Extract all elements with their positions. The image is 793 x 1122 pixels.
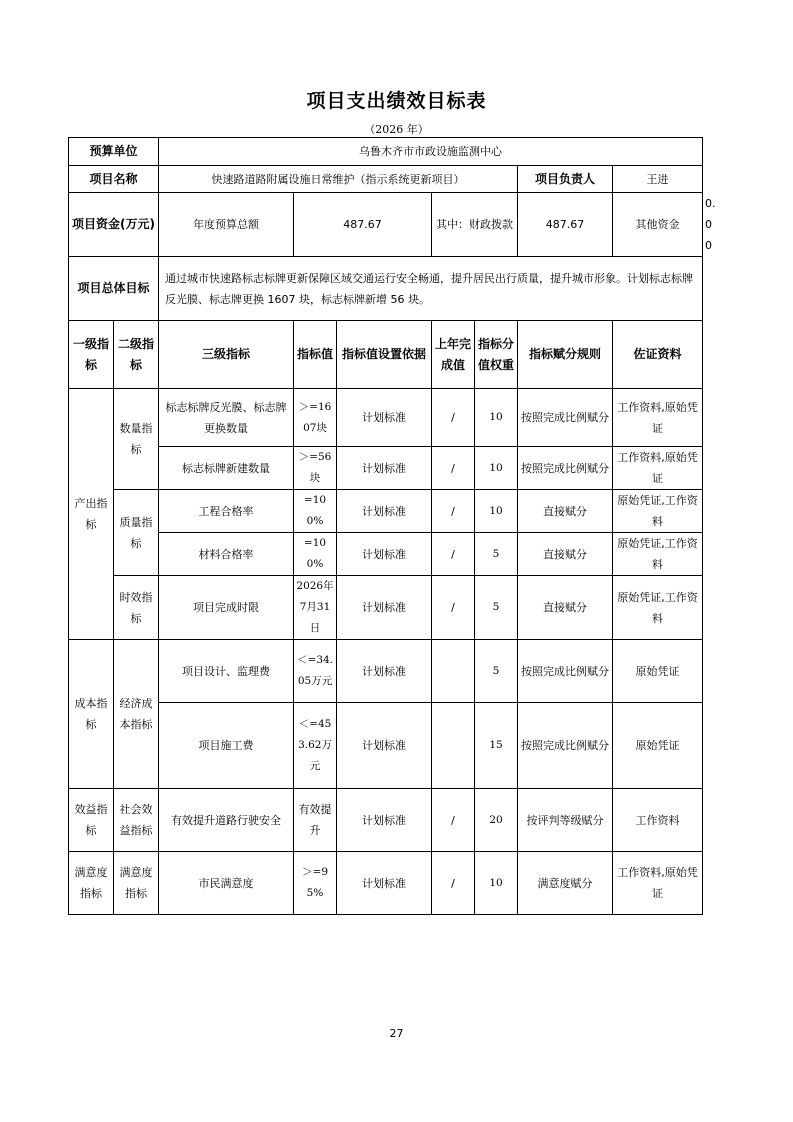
col-prev: 上年完成值 bbox=[432, 321, 475, 389]
row-name: 材料合格率 bbox=[159, 533, 294, 576]
row-weight: 10 bbox=[475, 852, 518, 915]
row-prev: / bbox=[432, 490, 475, 533]
table-row bbox=[69, 852, 703, 915]
row-basis: 计划标准 bbox=[337, 490, 432, 533]
group-cost: 成本指标 bbox=[69, 640, 114, 789]
row-prev: / bbox=[432, 576, 475, 640]
annual-value: 487.67 bbox=[294, 193, 432, 257]
col-weight: 指标分值权重 bbox=[475, 321, 518, 389]
row-prev: / bbox=[432, 852, 475, 915]
other-label: 其他资金 bbox=[613, 193, 703, 257]
goal-label: 项目总体目标 bbox=[69, 257, 159, 321]
table-row bbox=[69, 490, 703, 533]
table-row bbox=[69, 703, 703, 789]
row-evidence: 工作资料,原始凭证 bbox=[613, 852, 703, 915]
row-value: =100% bbox=[294, 490, 337, 533]
row-evidence: 工作资料 bbox=[613, 789, 703, 852]
row-prev: / bbox=[432, 447, 475, 490]
fund-row: 项目资金(万元) 年度预算总额 487.67 其中：财政拨款 487.67 其他资金 0.00 bbox=[69, 193, 703, 257]
row-evidence: 原始凭证,工作资料 bbox=[613, 490, 703, 533]
row-basis: 计划标准 bbox=[337, 852, 432, 915]
row-weight: 20 bbox=[475, 789, 518, 852]
goal-row bbox=[69, 257, 703, 321]
project-name-row bbox=[69, 166, 703, 193]
col-evidence: 佐证资料 bbox=[613, 321, 703, 389]
row-value: 2026年7月31日 bbox=[294, 576, 337, 640]
row-name: 标志标牌反光膜、标志牌更换数量 bbox=[159, 389, 294, 447]
group-time: 时效指标 bbox=[114, 576, 159, 640]
table-row bbox=[69, 447, 703, 490]
row-rule: 按照完成比例赋分 bbox=[518, 640, 613, 703]
row-name: 市民满意度 bbox=[159, 852, 294, 915]
row-value: ＜=34.05万元 bbox=[294, 640, 337, 703]
group-quantity: 数量指标 bbox=[114, 389, 159, 490]
row-evidence: 工作资料,原始凭证 bbox=[613, 389, 703, 447]
row-prev: / bbox=[432, 389, 475, 447]
owner-value: 王进 bbox=[613, 166, 703, 193]
row-evidence: 原始凭证,工作资料 bbox=[613, 576, 703, 640]
year-label: （2026 年） bbox=[364, 123, 429, 136]
group-quality: 质量指标 bbox=[114, 490, 159, 576]
row-basis: 计划标准 bbox=[337, 576, 432, 640]
row-weight: 15 bbox=[475, 703, 518, 789]
row-weight: 5 bbox=[475, 576, 518, 640]
row-value: ＞=56块 bbox=[294, 447, 337, 490]
goal-value: 通过城市快速路标志标牌更新保障区域交通运行安全畅通，提升居民出行质量，提升城市形象。计划标志标牌反光膜、标志牌更换 1607 块，标志标牌新增 56 块。 bbox=[159, 257, 703, 321]
row-value: 有效提升 bbox=[294, 789, 337, 852]
row-rule: 直接赋分 bbox=[518, 490, 613, 533]
row-rule: 直接赋分 bbox=[518, 576, 613, 640]
row-value: ＞=95% bbox=[294, 852, 337, 915]
unit-value: 乌鲁木齐市市政设施监测中心 bbox=[159, 138, 703, 166]
row-name: 项目设计、监理费 bbox=[159, 640, 294, 703]
row-rule: 按照完成比例赋分 bbox=[518, 703, 613, 789]
row-value: ＜=453.62万元 bbox=[294, 703, 337, 789]
row-evidence: 工作资料,原始凭证 bbox=[613, 447, 703, 490]
row-name: 有效提升道路行驶安全 bbox=[159, 789, 294, 852]
col-level2: 二级指标 bbox=[114, 321, 159, 389]
row-name: 项目完成时限 bbox=[159, 576, 294, 640]
row-prev bbox=[432, 640, 475, 703]
col-basis: 指标值设置依据 bbox=[337, 321, 432, 389]
group-satisfaction: 满意度指标 bbox=[69, 852, 114, 915]
row-weight: 10 bbox=[475, 389, 518, 447]
row-prev: / bbox=[432, 533, 475, 576]
row-name: 项目施工费 bbox=[159, 703, 294, 789]
row-name: 工程合格率 bbox=[159, 490, 294, 533]
row-rule: 满意度赋分 bbox=[518, 852, 613, 915]
row-weight: 5 bbox=[475, 533, 518, 576]
row-rule: 按评判等级赋分 bbox=[518, 789, 613, 852]
fund-label: 项目资金(万元) bbox=[69, 193, 159, 257]
row-evidence: 原始凭证 bbox=[613, 640, 703, 703]
group-satisfaction-2: 满意度指标 bbox=[114, 852, 159, 915]
table-row bbox=[69, 533, 703, 576]
row-rule: 按照完成比例赋分 bbox=[518, 447, 613, 490]
table-row bbox=[69, 789, 703, 852]
annual-label: 年度预算总额 bbox=[159, 193, 294, 257]
unit-label: 预算单位 bbox=[69, 138, 159, 166]
fiscal-value: 487.67 bbox=[518, 193, 613, 257]
table-row bbox=[69, 640, 703, 703]
row-weight: 10 bbox=[475, 490, 518, 533]
table-row bbox=[69, 389, 703, 447]
group-benefit: 效益指标 bbox=[69, 789, 114, 852]
row-basis: 计划标准 bbox=[337, 533, 432, 576]
row-value: =100% bbox=[294, 533, 337, 576]
group-output: 产出指标 bbox=[69, 389, 114, 640]
row-rule: 按照完成比例赋分 bbox=[518, 389, 613, 447]
row-prev bbox=[432, 703, 475, 789]
row-rule: 直接赋分 bbox=[518, 533, 613, 576]
row-basis: 计划标准 bbox=[337, 640, 432, 703]
unit-row bbox=[69, 138, 703, 166]
col-rule: 指标赋分规则 bbox=[518, 321, 613, 389]
column-header-row bbox=[69, 321, 703, 389]
owner-label: 项目负责人 bbox=[518, 166, 613, 193]
row-basis: 计划标准 bbox=[337, 389, 432, 447]
row-basis: 计划标准 bbox=[337, 703, 432, 789]
row-evidence: 原始凭证,工作资料 bbox=[613, 533, 703, 576]
row-evidence: 原始凭证 bbox=[613, 703, 703, 789]
page-title: 项目支出绩效目标表 bbox=[306, 90, 487, 112]
fiscal-label: 其中：财政拨款 bbox=[432, 193, 518, 257]
performance-table bbox=[68, 137, 716, 915]
row-basis: 计划标准 bbox=[337, 789, 432, 852]
group-social: 社会效益指标 bbox=[114, 789, 159, 852]
project-name-label: 项目名称 bbox=[69, 166, 159, 193]
row-prev: / bbox=[432, 789, 475, 852]
col-level3: 三级指标 bbox=[159, 321, 294, 389]
col-level1: 一级指标 bbox=[69, 321, 114, 389]
row-name: 标志标牌新建数量 bbox=[159, 447, 294, 490]
table-row bbox=[69, 576, 703, 640]
project-name-value: 快速路道路附属设施日常维护（指示系统更新项目） bbox=[159, 166, 518, 193]
row-weight: 10 bbox=[475, 447, 518, 490]
row-value: ＞=1607块 bbox=[294, 389, 337, 447]
page-number: 27 bbox=[389, 1027, 404, 1040]
row-weight: 5 bbox=[475, 640, 518, 703]
group-econ: 经济成本指标 bbox=[114, 640, 159, 789]
col-value: 指标值 bbox=[294, 321, 337, 389]
row-basis: 计划标准 bbox=[337, 447, 432, 490]
